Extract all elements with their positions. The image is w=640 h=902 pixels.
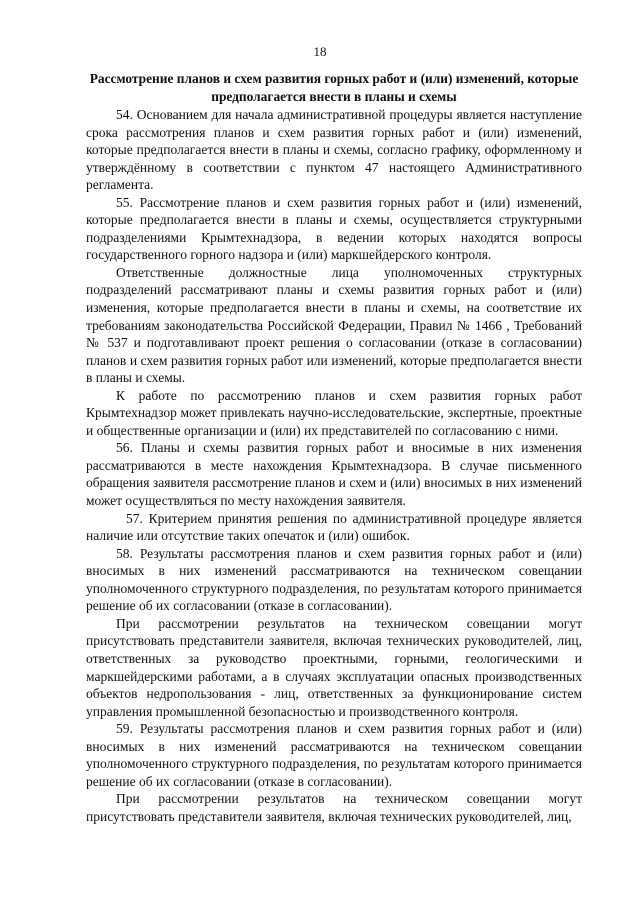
paragraph-59: 59. Результаты рассмотрения планов и схем развития горных работ и (или) вносимых в них изменений рассматриваются на техническом совещании уполномоченного структурного подразделения, по результатам которого принимается решение об их согласовании (отказе в согласовании). (86, 721, 582, 789)
paragraph-58: 58. Результаты рассмотрения планов и схем развития горных работ и (или) вносимых в них изменений рассматриваются на техническом совещании уполномоченного структурного подразделения, по результатам которого принимается решение об их согласовании (отказе в согласовании). (86, 545, 582, 614)
paragraph-57: 57. Критерием принятия решения по административной процедуре является наличие или отсутствие таких опечаток и (или) ошибок. (86, 510, 582, 544)
document-body (86, 106, 582, 825)
paragraph-55-external-organizations: К работе по рассмотрению планов и схем развития горных работ Крымтехнадзор может привлекать научно-исследовательские, экспертные, проектные и общественные организации и (или) их представителей по согласованию с ними. (86, 387, 582, 438)
paragraph-58-meeting-attendees: При рассмотрении результатов на техническом совещании могут присутствовать представители заявителя, включая технических руководителей, лиц, ответственных за руководство проектными, горными, геологическими и маркшейдерскими работами, а в случаях эксплуатации опасных производственных объектов недропользования - лиц, ответственных за функционирование систем управления промышленной безопасностью и производственного контроля. (86, 615, 582, 719)
paragraph-55: 55. Рассмотрение планов и схем развития горных работ и (или) изменений, которые предполагается внести в планы и схемы, осуществляется структурными подразделениями Крымтехнадзора, в ведении которых находятся вопросы государственного горного надзора и (или) маркшейдерского контроля. (86, 194, 582, 263)
page-number: 18 (313, 44, 327, 59)
section-heading: Рассмотрение планов и схем развития горных работ и (или) изменений, которые предполагается внести в планы и схемы (89, 71, 579, 104)
paragraph-56: 56. Планы и схемы развития горных работ и вносимые в них изменения рассматриваются в месте нахождения Крымтехнадзора. В случае письменного обращения заявителя рассмотрение планов и схем и (или) вносимых в них изменений может осуществляться по месту нахождения заявителя. (86, 440, 582, 509)
paragraph-54: 54. Основанием для начала административной процедуры является наступление срока рассмотрения планов и схем развития горных работ и (или) изменений, которые предполагается внести в планы и схемы, согласно графику, оформленному и утверждённому в соответствии с пунктом 47 настоящего Административного регламента. (86, 107, 582, 193)
paragraph-59-meeting-attendees: При рассмотрении результатов на техническом совещании могут присутствовать представители заявителя, включая технических руководителей, лиц, (86, 791, 582, 824)
paragraph-55-responsible-officials: Ответственные должностные лица уполномоченных структурных подразделений рассматривают планы и схемы развития горных работ и (или) изменения, которые предполагается внести в планы и схемы, на соответствие их требованиям законодательства Российской Федерации, Правил № 1466 , Требований № 537 и подготавливают проект решения о согласовании (отказе в согласовании) планов и схем развития горных работ или изменений, которые предполагается внести в планы и схемы. (86, 264, 582, 386)
